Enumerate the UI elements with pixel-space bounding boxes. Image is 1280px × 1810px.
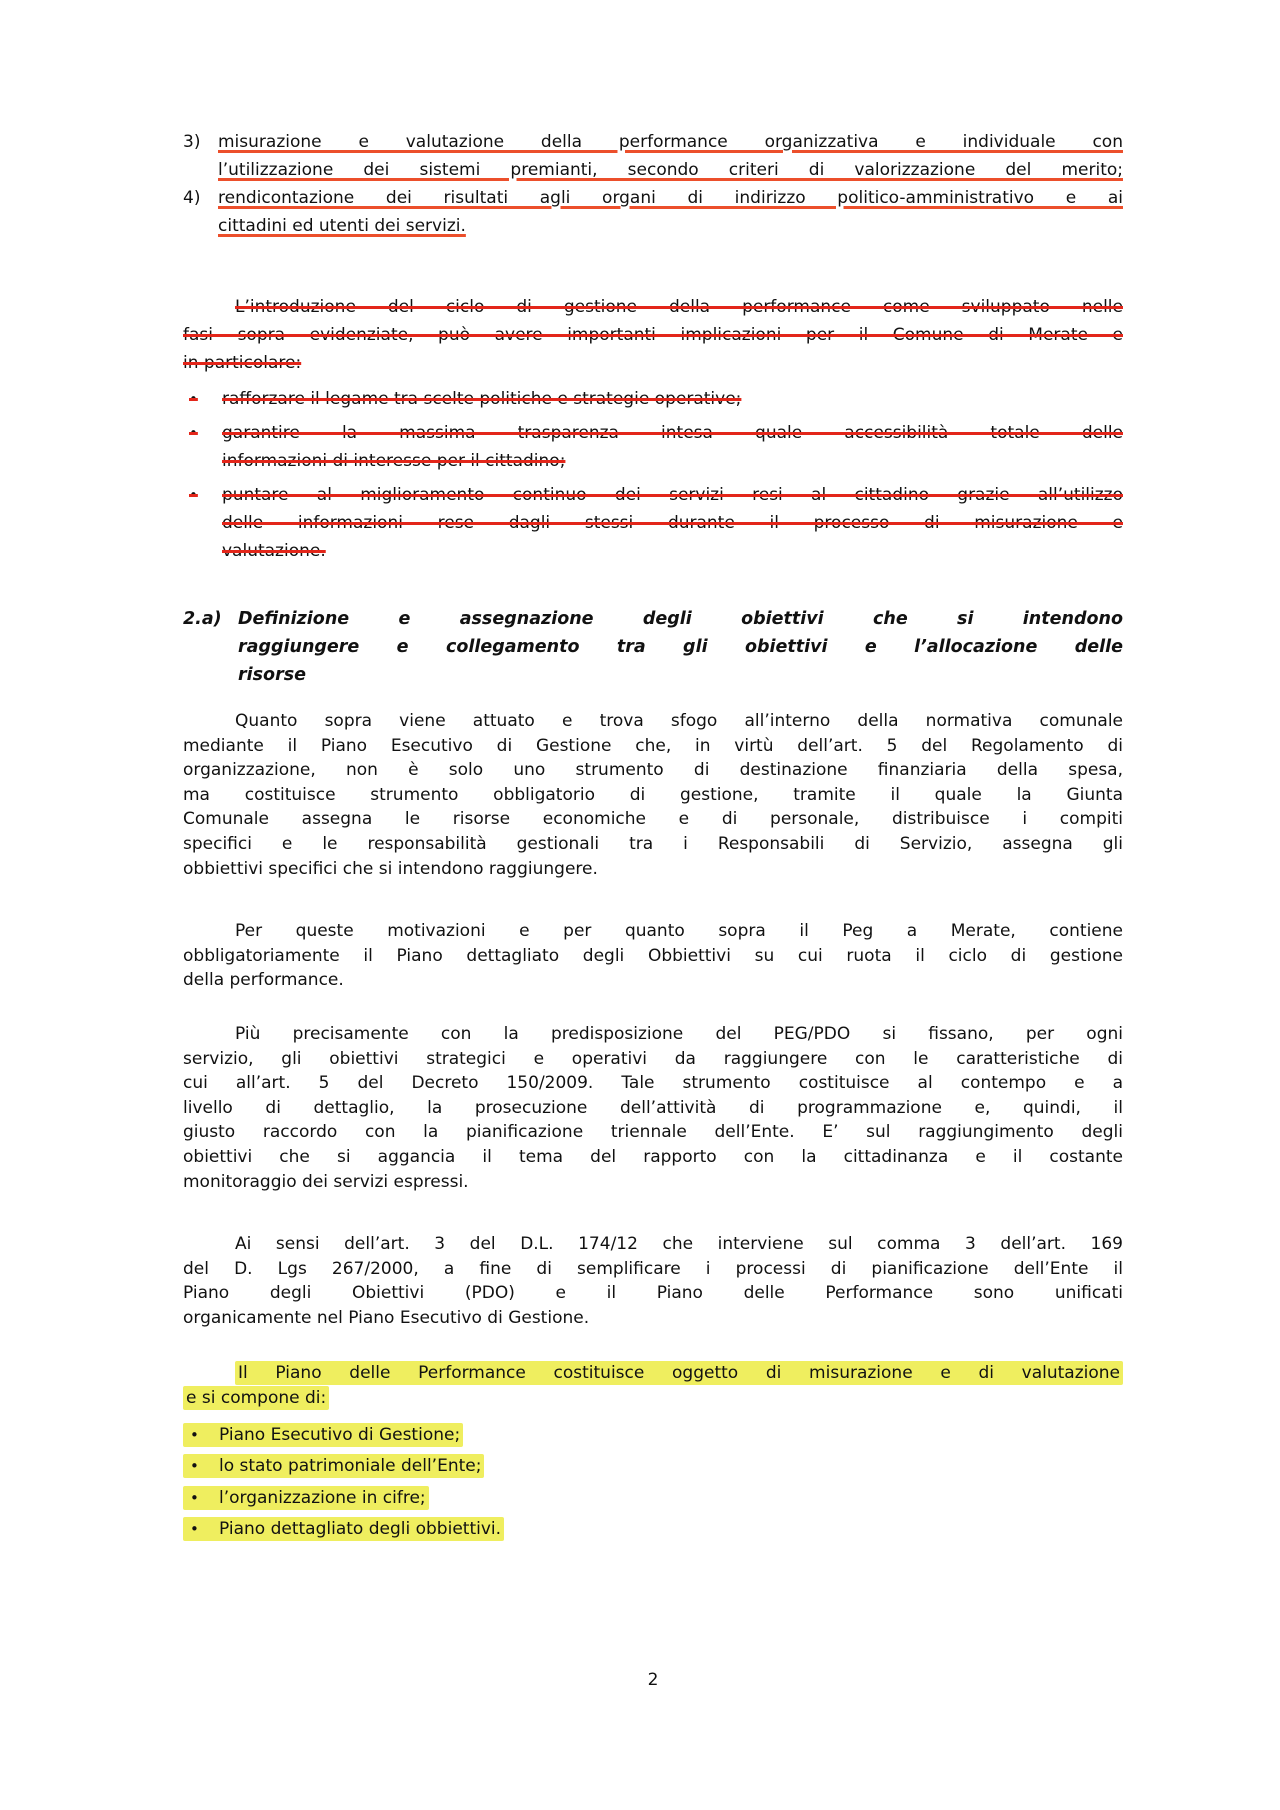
text-line: servizio, gli obiettivi strategici e operativi da raggiungere con le caratteristiche di [183, 1048, 1123, 1069]
document-body [183, 709, 1123, 1542]
struck-bullet-item [183, 419, 1123, 475]
highlighted-paragraph [183, 1361, 1123, 1410]
text-line [183, 1386, 1123, 1411]
text-line: livello di dettaglio, la prosecuzione dell’attività di programmazione e, quindi, il [183, 1097, 1123, 1118]
text-line: obbiettivi specifici che si intendono raggiungere. [183, 858, 598, 879]
heading-number: 2.a) [183, 609, 222, 629]
highlighted-bullet-item [183, 1423, 1123, 1448]
text-line: Ai sensi dell’art. 3 del D.L. 174/12 che interviene sul comma 3 dell’art. 169 [235, 1234, 1123, 1255]
body-paragraph [183, 919, 1123, 993]
text-line: L’introduzione del ciclo di gestione della performance come sviluppato nelle [235, 297, 1123, 317]
text-line: monitoraggio dei servizi espressi. [183, 1171, 469, 1192]
text-line: mediante il Piano Esecutivo di Gestione che, in virtù dell’art. 5 del Regolamento di [183, 735, 1123, 756]
page-number: 2 [647, 1670, 659, 1690]
bullet-icon: • [189, 486, 198, 504]
body-paragraph [183, 709, 1123, 881]
bullet-icon: • [190, 1425, 199, 1444]
bullet-icon: • [190, 1520, 199, 1539]
bullet-icon: • [190, 1457, 199, 1476]
section-heading [183, 605, 1123, 689]
list-item-marker: 4) [183, 188, 201, 208]
text-line: rendicontazione dei risultati agli organi di indirizzo politico-amministrativo e ai [218, 188, 1123, 208]
text-line: misurazione e valutazione della performance organizzativa e individuale con [218, 132, 1123, 152]
text-line [183, 1361, 1123, 1386]
struck-paragraph [183, 293, 1123, 377]
text-line: Per queste motivazioni e per quanto sopra il Peg a Merate, contiene [235, 921, 1123, 942]
numbered-list-item [183, 184, 1123, 240]
text-line: cittadini ed utenti dei servizi. [218, 216, 466, 236]
text-line: ma costituisce strumento obbligatorio di gestione, tramite il quale la Giunta [183, 784, 1123, 805]
highlight-mark [183, 1486, 429, 1510]
list-item-marker: 3) [183, 132, 201, 152]
text-line: informazioni di interesse per il cittadino; [222, 451, 566, 471]
text-line: delle informazioni rese dagli stessi durante il processo di misurazione e [222, 513, 1123, 533]
struck-bullet-list [183, 385, 1123, 565]
text-line: puntare al miglioramento continuo dei servizi resi al cittadino grazie all’utilizzo [222, 485, 1123, 505]
struck-bullet-item [183, 385, 1123, 413]
heading-line: risorse [238, 665, 306, 685]
highlighted-bullet-item [183, 1454, 1123, 1479]
bullet-text: lo stato patrimoniale dell’Ente; [219, 1456, 482, 1477]
highlight-mark: e si compone di: [183, 1386, 329, 1410]
text-line: l’utilizzazione dei sistemi premianti, secondo criteri di valorizzazione del merito; [218, 160, 1123, 180]
text-line: della performance. [183, 970, 344, 991]
text-line: fasi sopra evidenziate, può avere importanti implicazioni per il Comune di Merate e [183, 325, 1123, 345]
body-paragraph [183, 1232, 1123, 1330]
highlight-mark [183, 1454, 484, 1478]
text-line: Quanto sopra viene attuato e trova sfogo all’interno della normativa comunale [235, 711, 1123, 731]
bullet-icon: • [189, 424, 198, 442]
bullet-text: Piano Esecutivo di Gestione; [219, 1424, 461, 1445]
bullet-icon: • [189, 390, 198, 408]
text-line: obiettivi che si aggancia il tema del rapporto con la cittadinanza e il costante [183, 1146, 1123, 1167]
bullet-text: l’organizzazione in cifre; [219, 1487, 426, 1508]
text-line: garantire la massima trasparenza intesa quale accessibilità totale delle [222, 423, 1123, 443]
text-line: specifici e le responsabilità gestionali tra i Responsabili di Servizio, assegna gli [183, 833, 1123, 854]
text-line: in particolare: [183, 353, 302, 373]
heading-line: Definizione e assegnazione degli obiettivi che si intendono [238, 609, 1123, 629]
text-line: Piano degli Obiettivi (PDO) e il Piano delle Performance sono unificati [183, 1283, 1123, 1304]
text-line: cui all’art. 5 del Decreto 150/2009. Tale strumento costituisce al contempo e a [183, 1073, 1123, 1094]
body-paragraph [183, 1022, 1123, 1194]
struck-bullet-item [183, 481, 1123, 565]
numbered-list-item [183, 128, 1123, 184]
text-line: rafforzare il legame tra scelte politiche e strategie operative; [222, 389, 742, 409]
highlight-mark [183, 1423, 463, 1447]
text-line: organizzazione, non è solo uno strumento di destinazione finanziaria della spesa, [183, 760, 1123, 781]
highlight-mark [183, 1517, 504, 1541]
heading-line: raggiungere e collegamento tra gli obiettivi e l’allocazione delle [238, 637, 1123, 657]
text-line: organicamente nel Piano Esecutivo di Gestione. [183, 1307, 590, 1328]
highlighted-bullet-item [183, 1517, 1123, 1542]
text-line: Comunale assegna le risorse economiche e di personale, distribuisce i compiti [183, 809, 1123, 830]
highlight-mark: Il Piano delle Performance costituisce oggetto di misurazione e di valutazione [235, 1361, 1123, 1385]
numbered-list [183, 128, 1123, 689]
text-line: obbligatoriamente il Piano dettagliato degli Obbiettivi su cui ruota il ciclo di gestione [183, 945, 1123, 966]
highlighted-bullet-list [183, 1423, 1123, 1542]
text-line: Più precisamente con la predisposizione del PEG/PDO si fissano, per ogni [235, 1023, 1123, 1044]
text-line: valutazione. [222, 541, 326, 561]
bullet-icon: • [190, 1488, 199, 1507]
text-line: del D. Lgs 267/2000, a fine di semplificare i processi di pianificazione dell’Ente il [183, 1258, 1123, 1279]
highlighted-bullet-item [183, 1486, 1123, 1511]
bullet-text: Piano dettagliato degli obbiettivi. [219, 1519, 502, 1540]
text-line: giusto raccordo con la pianificazione triennale dell’Ente. E’ sul raggiungimento degli [183, 1122, 1123, 1143]
